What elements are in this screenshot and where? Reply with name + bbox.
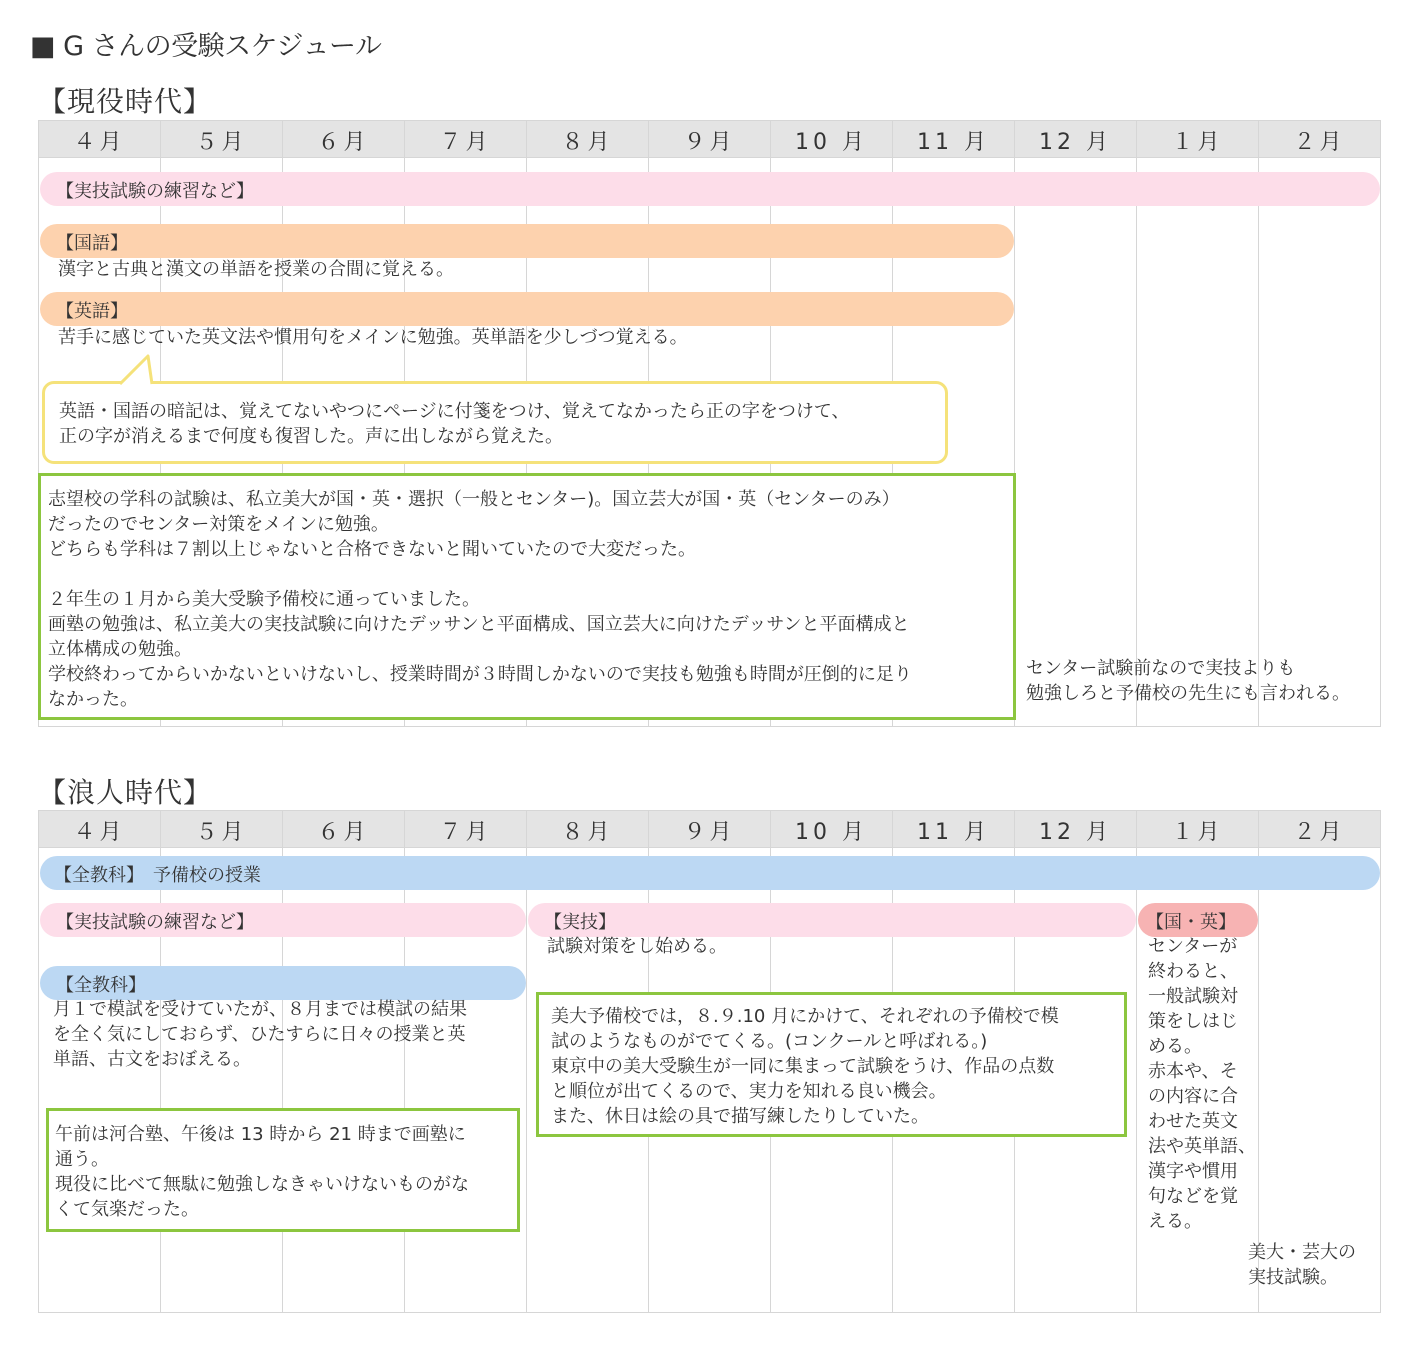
jitsugi-exam-text: 試験対策をし始める。	[547, 936, 727, 957]
bar-label: 【実技試験の練習など】	[56, 181, 254, 202]
section-title-ronin: 【浪人時代】	[38, 776, 213, 809]
month-column-jan	[1137, 121, 1259, 726]
month-label: ５月	[195, 130, 248, 155]
bar-label: 【国語】	[56, 233, 128, 254]
mock-exam-text: 月１で模試を受けていたが、８月までは模試の結果 を全く気にしておらず、ひたすらに日々の授業と英 単語、古文をおぼえる。	[53, 999, 467, 1070]
kokugo-bar	[40, 224, 1014, 258]
art-exam-note: 美大・芸大の 実技試験。	[1248, 1242, 1356, 1288]
month-label: ７月	[439, 130, 492, 155]
month-label: 11 月	[917, 820, 990, 845]
jitsugi-practice-bar	[40, 172, 1380, 206]
eigo-text: 苦手に感じていた英文法や慣用句をメインに勉強。英単語を少しづつ覚える。	[58, 327, 688, 348]
daily-schedule-box	[46, 1108, 520, 1232]
month-label: 12 月	[1039, 820, 1112, 845]
month-column-dec	[1015, 121, 1137, 726]
all-subjects-bar-2	[40, 966, 526, 1000]
month-label: ８月	[561, 820, 614, 845]
all-subjects-bar	[40, 856, 1380, 890]
bar-label: 【実技】	[544, 912, 616, 933]
month-label: ６月	[317, 130, 370, 155]
month-label: ４月	[73, 130, 126, 155]
jitsugi-exam-bar	[528, 903, 1136, 937]
month-label: ８月	[561, 130, 614, 155]
month-label: 10 月	[795, 130, 868, 155]
kokuei-bar	[1138, 903, 1258, 937]
month-label: ７月	[439, 820, 492, 845]
month-label: ９月	[683, 820, 736, 845]
bar-label: 【全教科】	[56, 975, 146, 996]
month-label: 12 月	[1039, 130, 1112, 155]
month-label: 11 月	[917, 130, 990, 155]
bubble-tail	[112, 350, 162, 386]
kokugo-text: 漢字と古典と漢文の単語を授業の合間に覚える。	[58, 259, 454, 280]
concours-text: 美大予備校では，８.９.10 月にかけて、それぞれの予備校で模 試のようなものがでてくる。(コンクールと呼ばれる。) 東京中の美大受験生が一同に集まって試験をうけ、作品の点数 と順位が出てくるので、実力を知れる良い機会。 また、休日は絵の具で描写練したりしていた。	[551, 1006, 1059, 1127]
month-label: １月	[1171, 130, 1224, 155]
center-exam-note: センター試験前なので実技よりも 勉強しろと予備校の先生にも言われる。	[1026, 658, 1350, 704]
bar-label: 【実技試験の練習など】	[56, 912, 254, 933]
jitsugi-practice-bar	[40, 903, 526, 937]
section-title-genyaku: 【現役時代】	[38, 85, 213, 118]
month-label: ５月	[195, 820, 248, 845]
page-title: ■ G さんの受験スケジュール	[30, 31, 382, 62]
month-label: １月	[1171, 820, 1224, 845]
bar-label: 【全教科】 予備校の授業	[54, 865, 261, 886]
concours-box	[536, 992, 1127, 1137]
month-label: ２月	[1293, 130, 1346, 155]
memorization-tip-bubble	[42, 381, 948, 464]
bubble-text: 英語・国語の暗記は、覚えてないやつにページに付箋をつけ、覚えてなかったら正の字をつけて、 正の字が消えるまで何度も復習した。声に出しながら覚えた。	[59, 401, 850, 447]
month-label: ２月	[1293, 820, 1346, 845]
month-column-feb	[1259, 121, 1380, 726]
exam-info-box	[38, 473, 1016, 720]
bar-label: 【国・英】	[1146, 912, 1236, 933]
month-label: ６月	[317, 820, 370, 845]
bar-label: 【英語】	[56, 301, 128, 322]
month-label: ９月	[683, 130, 736, 155]
exam-info-text: 志望校の学科の試験は、私立美大が国・英・選択（一般とセンター)。国立芸大が国・英（センターのみ） だったのでセンター対策をメインに勉強。 どちらも学科は７割以上じゃないと合格できないと聞いていたので大変だった。 ２年生の１月から美大受験予備校に通っていました。 画塾の勉強は、私立美大の実技試験に向けたデッサンと平面構成、国立芸大に向けたデッサンと平面構成と 立体構成の勉強。 学校終わってからいかないといけないし、授業時間が３時間しかないので実技も勉強も時間が圧倒的に足り なかった。	[48, 489, 912, 710]
kokuei-text: センターが 終わると、 一般試験対 策をしはじ める。 赤本や、そ の内容に合 わせた英文 法や英単語、 漢字や慣用 句などを覚 える。	[1148, 936, 1256, 1232]
month-label: ４月	[73, 820, 126, 845]
daily-schedule-text: 午前は河合塾、午後は 13 時から 21 時まで画塾に 通う。 現役に比べて無駄に勉強しなきゃいけないものがな くて気楽だった。	[55, 1124, 469, 1220]
eigo-bar	[40, 292, 1014, 326]
month-label: 10 月	[795, 820, 868, 845]
